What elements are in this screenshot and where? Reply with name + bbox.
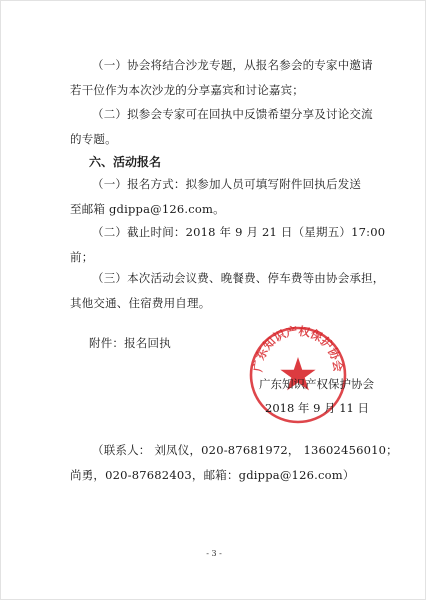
attachment-line: 附件：报名回执	[89, 336, 171, 350]
p1-line1: （一）协会将结合沙龙专题，从报名参会的专家中邀请	[92, 58, 373, 72]
p3-line1: （一）报名方式：拟参加人员可填写附件回执后发送	[92, 177, 362, 191]
p2-line2: 的专题。	[70, 132, 117, 146]
contact-info	[70, 438, 398, 488]
paragraph-5	[70, 266, 385, 316]
p4-line2: 前；	[70, 250, 94, 264]
p5-line1: （三）本次活动会议费、晚餐费、停车费等由协会承担，	[92, 271, 385, 285]
paragraph-4	[70, 220, 386, 270]
contact-line2: 尚勇，020-87682403，邮箱：gdippa@126.com）	[70, 468, 355, 482]
organization-name: 广东知识产权保护协会	[259, 377, 374, 391]
paragraph-2	[70, 102, 373, 152]
p1-line2: 若干位作为本次沙龙的分享嘉宾和讨论嘉宾；	[70, 83, 304, 97]
page-number: - 3 -	[206, 549, 222, 558]
paragraph-1	[70, 53, 373, 103]
p3-line2: 至邮箱 gdippa@126.com。	[70, 202, 225, 216]
p5-line2: 其他交通、住宿费用自理。	[70, 296, 211, 310]
svg-text:广东知识产权保护协会: 广东知识产权保护协会	[250, 323, 346, 373]
p2-line1: （二）拟参会专家可在回执中反馈希望分享及讨论交流	[92, 107, 373, 121]
section-heading-6: 六、活动报名	[89, 155, 162, 169]
p4-line1: （二）截止时间：2018 年 9 月 21 日（星期五）17:00	[92, 225, 386, 239]
issue-date: 2018 年 9 月 11 日	[265, 401, 369, 415]
paragraph-3	[70, 172, 370, 222]
contact-line1: （联系人： 刘凤仪，020-87681972， 13602456010；	[92, 443, 398, 457]
